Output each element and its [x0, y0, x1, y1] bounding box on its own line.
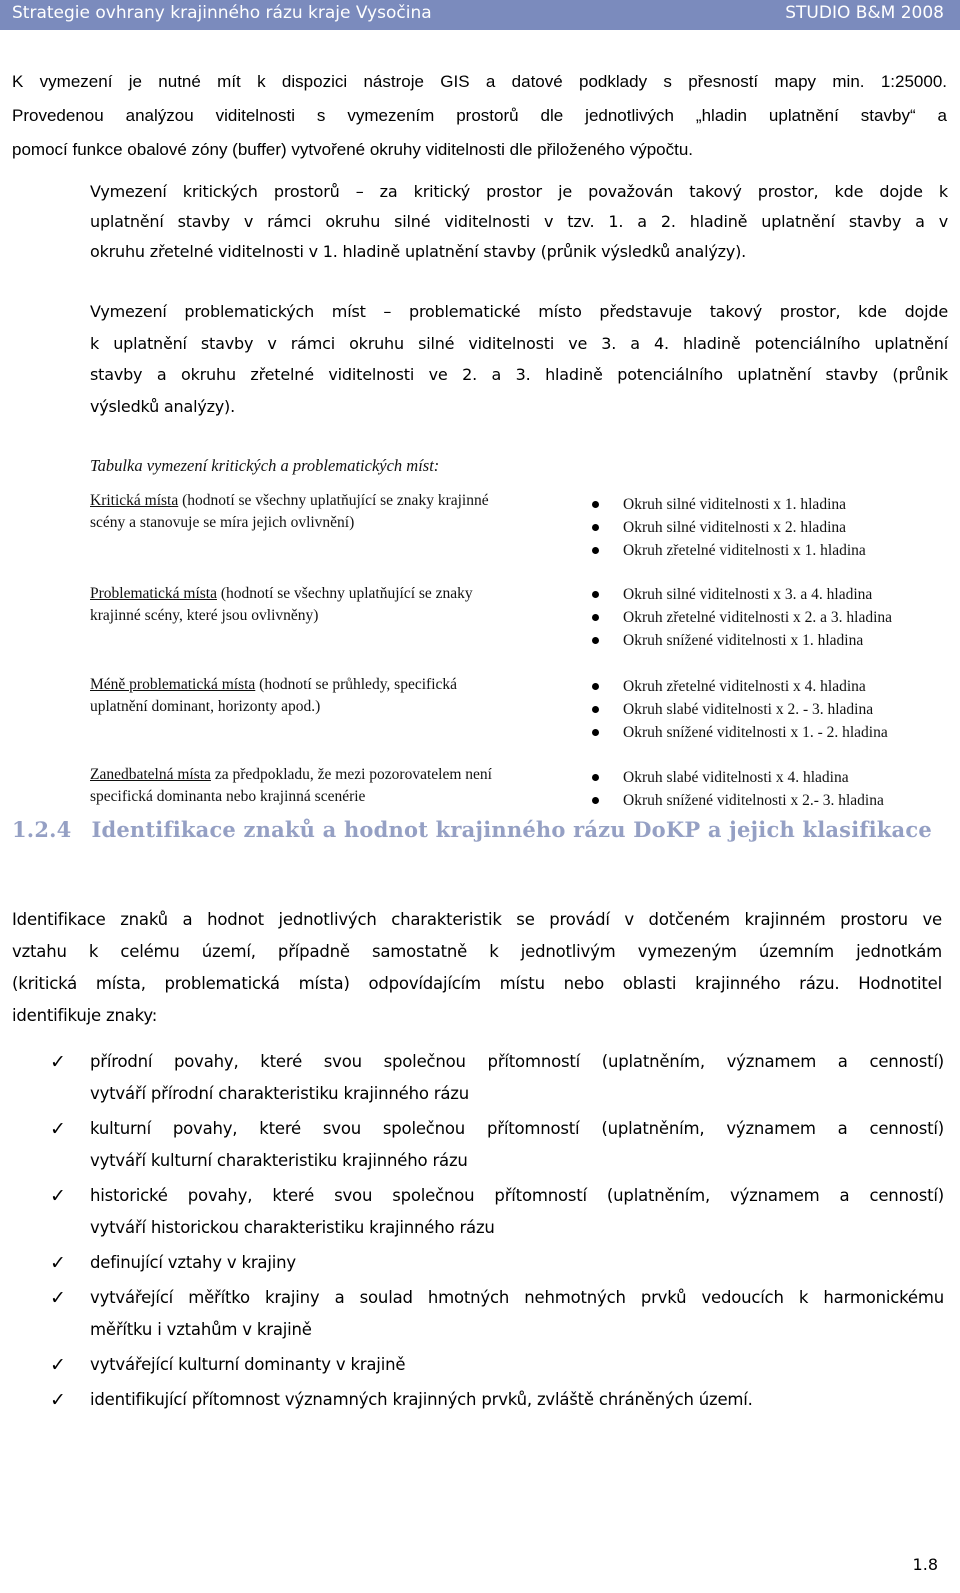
text-line: výsledků analýzy). — [90, 396, 235, 416]
list-item — [12, 1282, 944, 1346]
text-line: měřítku i vztahům v krajině — [90, 1320, 312, 1339]
characteristics-checklist — [12, 1046, 944, 1419]
section-number: 1.2.4 — [12, 817, 72, 842]
text-line: identifikující přítomnost významných krajinných prvků, zvláště chráněných území. — [90, 1390, 753, 1409]
text-line: historické povahy, které svou společnou přítomností (uplatněním, významem a cenností) — [90, 1186, 944, 1205]
list-item: Okruh silné viditelnosti x 2. hladina — [592, 516, 952, 539]
text-line: uplatnění stavby v rámci okruhu silné viditelnosti v tzv. 1. a 2. hladině uplatnění stavby a v — [90, 212, 948, 231]
list-item: Okruh silné viditelnosti x 3. a 4. hladina — [592, 583, 952, 606]
section-heading — [12, 817, 932, 842]
table-row-critical-description — [90, 490, 570, 534]
table-row-negligible-description — [90, 764, 570, 808]
text-line: stavby a okruhu zřetelné viditelnosti ve 2. a 3. hladině potenciálního uplatnění stavby (průnik — [90, 365, 948, 384]
problematic-definition — [90, 296, 948, 422]
table-desc: krajinné scény, které jsou ovlivněny) — [90, 607, 319, 624]
check-icon: ✓ — [50, 1118, 66, 1140]
table-row-less-problematic-description — [90, 674, 570, 718]
text-line: k uplatnění stavby v rámci okruhu silné viditelnosti ve 3. a 4. hladině potenciálního uplatnění — [90, 333, 948, 353]
critical-definition — [90, 177, 948, 267]
table-desc: specifická dominanta nebo krajinná scenérie — [90, 788, 366, 805]
header-studio: STUDIO B&M 2008 — [785, 3, 944, 23]
list-item — [12, 1247, 944, 1279]
text-line: Vymezení kritických prostorů – za kritický prostor je považován takový prostor, kde dojde k — [90, 182, 948, 201]
text-line: vztahu k celému území, případně samostatně k jednotlivým vymezeným územním jednotkám — [12, 942, 942, 961]
table-desc: (hodnotí se průhledy, specifická — [255, 676, 458, 693]
text-line: kulturní povahy, které svou společnou přítomností (uplatněním, významem a cenností) — [90, 1119, 944, 1138]
table-caption: Tabulka vymezení kritických a problematických míst: — [90, 456, 440, 475]
table-desc: za předpokladu, že mezi pozorovatelem není — [210, 766, 492, 783]
list-item: Okruh silné viditelnosti x 1. hladina — [592, 493, 952, 516]
table-row-problematic-description — [90, 583, 570, 627]
list-item — [12, 1180, 944, 1244]
check-icon: ✓ — [50, 1252, 66, 1274]
identification-paragraph — [12, 904, 942, 1032]
list-item: Okruh snížené viditelnosti x 1. - 2. hladina — [592, 721, 952, 744]
table-desc: scény a stanovuje se míra jejich ovlivnění) — [90, 514, 355, 531]
text-line: pomocí funkce obalové zóny (buffer) vytvořené okruhy viditelnosti dle přiloženého výpočtu. — [12, 140, 694, 159]
text-line: vytváří kulturní charakteristiku krajinného rázu — [90, 1151, 468, 1170]
table-term: Méně problematická místa — [90, 676, 256, 693]
text-line: vytvářející měřítko krajiny a soulad hmotných nehmotných prvků vedoucích k harmonickému — [90, 1288, 944, 1307]
list-item: Okruh slabé viditelnosti x 2. - 3. hladina — [592, 698, 952, 721]
check-icon: ✓ — [50, 1185, 66, 1207]
table-term: Kritická místa — [90, 492, 179, 509]
check-icon: ✓ — [50, 1389, 66, 1411]
page-number: 1.8 — [912, 1555, 938, 1574]
table-row-critical-items — [592, 493, 952, 562]
text-line: identifikuje znaky: — [12, 1006, 158, 1025]
list-item — [12, 1046, 944, 1110]
table-desc: (hodnotí se všechny uplatňující se znaky — [216, 585, 473, 602]
table-row-negligible-items — [592, 766, 952, 812]
list-item: Okruh zřetelné viditelnosti x 2. a 3. hladina — [592, 606, 952, 629]
section-title: Identifikace znaků a hodnot krajinného rázu DoKP a jejich klasifikace — [91, 817, 932, 842]
text-line: (kritická místa, problematická místa) odpovídajícím místu nebo oblasti krajinného rázu. Hodnotitel — [12, 974, 942, 993]
text-line: přírodní povahy, které svou společnou přítomností (uplatněním, významem a cenností) — [90, 1052, 944, 1071]
list-item — [12, 1113, 944, 1177]
text-line: K vymezení je nutné mít k dispozici nástroje GIS a datové podklady s přesností mapy min. 1:25000. — [12, 72, 947, 91]
table-desc: (hodnotí se všechny uplatňující se znaky krajinné — [178, 492, 489, 509]
header-title: Strategie ovhrany krajinného rázu kraje Vysočina — [12, 3, 432, 23]
list-item: Okruh zřetelné viditelnosti x 4. hladina — [592, 675, 952, 698]
intro-paragraph — [12, 65, 947, 167]
list-item: Okruh snížené viditelnosti x 1. hladina — [592, 629, 952, 652]
text-line: vytváří přírodní charakteristiku krajinného rázu — [90, 1084, 469, 1103]
page-header — [0, 0, 960, 30]
list-item — [12, 1384, 944, 1416]
check-icon: ✓ — [50, 1354, 66, 1376]
table-row-less-problematic-items — [592, 675, 952, 744]
text-line: Provedenou analýzou viditelnosti s vymezením prostorů dle jednotlivých „hladin uplatnění stavby“ a — [12, 106, 947, 125]
check-icon: ✓ — [50, 1051, 66, 1073]
list-item: Okruh slabé viditelnosti x 4. hladina — [592, 766, 952, 789]
text-line: vytvářející kulturní dominanty v krajině — [90, 1355, 406, 1374]
table-desc: uplatnění dominant, horizonty apod.) — [90, 698, 321, 715]
text-line: okruhu zřetelné viditelnosti v 1. hladině uplatnění stavby (průnik výsledků analýzy). — [90, 242, 747, 261]
list-item: Okruh zřetelné viditelnosti x 1. hladina — [592, 539, 952, 562]
table-row-problematic-items — [592, 583, 952, 652]
text-line: vytváří historickou charakteristiku krajinného rázu — [90, 1218, 495, 1237]
check-icon: ✓ — [50, 1287, 66, 1309]
text-line: Vymezení problematických míst – problematické místo představuje takový prostor, kde dojde — [90, 302, 948, 321]
text-line: definující vztahy v krajiny — [90, 1253, 296, 1272]
text-line: Identifikace znaků a hodnot jednotlivých charakteristik se provádí v dotčeném krajinném prostoru ve — [12, 910, 942, 929]
table-term: Problematická místa — [90, 585, 217, 602]
table-term: Zanedbatelná místa — [90, 766, 211, 783]
list-item: Okruh snížené viditelnosti x 2.- 3. hladina — [592, 789, 952, 812]
list-item — [12, 1349, 944, 1381]
